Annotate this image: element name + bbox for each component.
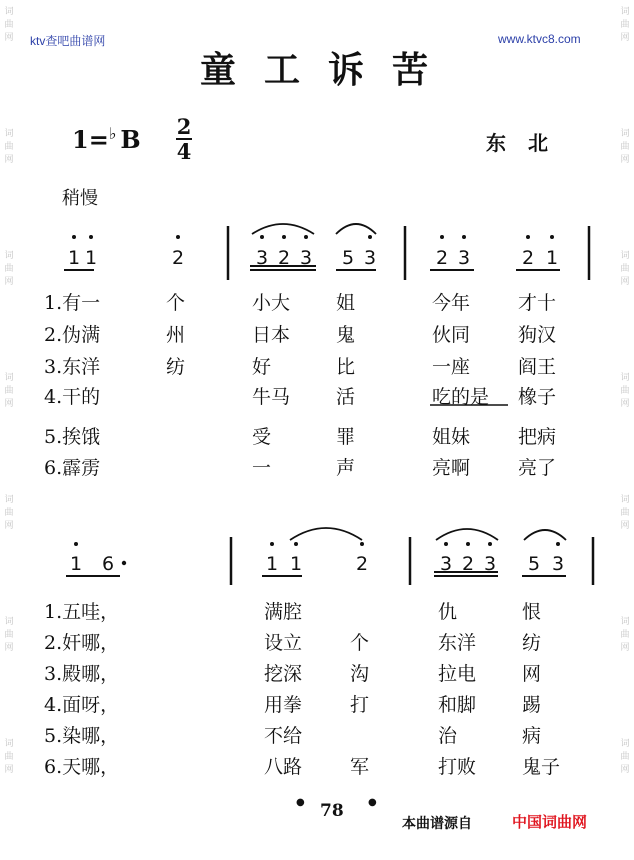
side-watermark-char: 词 [4,7,14,17]
octave-dot [368,235,372,239]
note: 2 [171,247,185,269]
lyric-cell: 打败 [438,756,477,778]
lyric-cell: 才十 [518,292,557,314]
tempo-marking: 稍慢 [62,188,98,209]
side-watermark-char: 曲 [4,264,14,274]
lyric-cell: 声 [336,457,356,479]
octave-dot [72,235,76,239]
lyric-cell: 橡子 [518,386,557,408]
side-watermark-char: 曲 [620,386,630,396]
octave-dot [74,542,78,546]
lyric-cell: 3.殿哪， [44,663,120,685]
lyric-cell: 1.五哇， [44,601,120,623]
note: 3 [457,247,471,269]
lyric-cell: 治 [438,725,458,747]
octave-dot [440,235,444,239]
side-watermark-char: 网 [4,155,14,165]
side-watermark-char: 曲 [4,508,14,518]
octave-dot [260,235,264,239]
note: 3 [299,247,313,269]
note: 2 [277,247,291,269]
time-signature-bottom: 4 [176,139,192,164]
time-signature-top: 2 [176,114,192,139]
slur [336,224,376,234]
lyric-cell: 牛马 [252,386,291,408]
side-watermark-char: 网 [620,521,630,531]
lyric-cell: 和脚 [438,694,477,716]
lyric-cell: 拉电 [438,663,477,685]
brand-link[interactable]: 中国词曲网 [512,813,588,831]
lyric-cell: 今年 [432,292,471,314]
note: 6 [101,553,115,575]
footer-dot-right: ● [368,797,377,808]
side-watermark-char: 曲 [4,20,14,30]
lyric-cell: 2.伪满 [44,324,101,346]
lyric-cell: 个 [350,632,370,654]
side-watermark-char: 网 [620,155,630,165]
lyric-cell: 小大 [252,292,291,314]
lyric-cell: 军 [350,756,370,778]
side-watermark-char: 网 [620,33,630,43]
note: 2 [355,553,369,575]
lyric-cell: 一 [252,457,272,479]
lyric-cell: 活 [336,386,356,408]
song-title: 童工诉苦 [200,49,457,91]
note: 3 [363,247,377,269]
side-watermark-char: 词 [4,251,14,261]
flat-icon: ♭ [108,124,117,143]
lyric-cell: 姐 [336,292,356,314]
site-name-left[interactable]: ktv查吧曲谱网 [30,34,106,48]
lyric-cell: 姐妹 [432,426,471,448]
lyric-cell: 罪 [336,426,356,448]
lyric-cell: 阎王 [518,356,557,378]
side-watermark-char: 曲 [620,264,630,274]
note: 3 [551,553,565,575]
octave-dot [466,542,470,546]
side-watermark-char: 词 [4,373,14,383]
side-watermark-char: 曲 [620,630,630,640]
octave-dot [556,542,560,546]
side-watermark-char: 曲 [620,752,630,762]
side-watermark-char: 曲 [620,508,630,518]
side-watermark-char: 词 [620,495,630,505]
lyric-cell: 满腔 [264,601,303,623]
lyric-cell: 2.奸哪， [44,632,120,654]
side-watermark-char: 曲 [620,20,630,30]
side-watermark-char: 词 [4,495,14,505]
lyric-cell: 病 [522,725,542,747]
note: 5 [527,553,541,575]
octave-dot [176,235,180,239]
lyric-cell: 一座 [432,356,471,378]
note: 1 [265,553,279,575]
note: 1 [289,553,303,575]
note: 1 [545,247,559,269]
lyric-cell: 设立 [264,632,303,654]
note: 2 [521,247,535,269]
lyric-cell: 亮啊 [432,457,471,479]
lyric-cell: 八路 [264,756,303,778]
note: 2 [435,247,449,269]
side-watermark-char: 曲 [4,630,14,640]
source-label: 本曲谱源自 [402,816,472,832]
site-url-right[interactable]: www.ktvc8.com [498,32,581,46]
side-watermark-char: 网 [4,521,14,531]
octave-dot [270,542,274,546]
note: 2 [461,553,475,575]
lyric-cell: 州 [166,324,186,346]
region-label: 东北 [486,131,570,155]
octave-dot [462,235,466,239]
lyric-cell: 5.挨饿 [44,426,101,448]
octave-dot [526,235,530,239]
slur [524,530,566,540]
note: 3 [255,247,269,269]
lyric-cell: 鬼子 [522,756,561,778]
slur [436,529,498,540]
lyric-cell: 比 [336,356,356,378]
lyric-cell: 把病 [518,426,557,448]
note: 1 [69,553,83,575]
lyric-cell: 狗汉 [518,324,557,346]
lyric-cell: 日本 [252,324,291,346]
lyric-cell: 恨 [522,601,542,623]
octave-dot [488,542,492,546]
side-watermark-char: 词 [620,251,630,261]
lyric-cell: 吃的是 [432,386,490,408]
octave-dot [550,235,554,239]
side-watermark-char: 网 [620,277,630,287]
lyric-cell: 6.天哪， [44,756,120,778]
lyric-cell: 纺 [166,356,186,378]
octave-dot [89,235,93,239]
lyric-cell: 3.东洋 [44,356,101,378]
augmentation-dot [122,561,126,565]
lyric-cell: 用拳 [264,694,303,716]
side-watermark-char: 网 [4,277,14,287]
lyric-cell: 踢 [522,694,542,716]
lyric-cell: 4.干的 [44,386,101,408]
lyric-cell: 6.霹雳 [44,457,101,479]
side-watermark-char: 词 [620,739,630,749]
lyric-cell: 4.面呀， [44,694,120,716]
side-watermark-char: 网 [620,643,630,653]
side-watermark-char: 网 [620,765,630,775]
lyric-cell: 沟 [350,663,370,685]
lyric-cell: 个 [166,292,186,314]
lyric-cell: 好 [252,356,272,378]
lyric-cell: 受 [252,426,272,448]
octave-dot [304,235,308,239]
side-watermark-char: 词 [620,617,630,627]
side-watermark-char: 词 [620,373,630,383]
side-watermark-char: 词 [620,129,630,139]
octave-dot [294,542,298,546]
lyric-cell: 打 [350,694,370,716]
side-watermark-char: 词 [4,617,14,627]
note: 3 [439,553,453,575]
octave-dot [444,542,448,546]
side-watermark-char: 曲 [4,752,14,762]
side-watermark-char: 网 [4,399,14,409]
lyric-cell: 鬼 [336,324,356,346]
side-watermark-char: 网 [4,765,14,775]
lyric-cell: 5.染哪， [44,725,120,747]
key-prefix: 1= [72,125,109,154]
lyric-cell: 亮了 [518,457,557,479]
page-number: 78 [320,801,344,821]
side-watermark-char: 网 [4,33,14,43]
side-watermark-char: 曲 [4,386,14,396]
side-watermark-char: 曲 [620,142,630,152]
note: 3 [483,553,497,575]
side-watermark-char: 词 [4,129,14,139]
lyric-cell: 仇 [438,601,458,623]
note: 1 [84,247,98,269]
lyric-cell: 纺 [522,632,542,654]
octave-dot [282,235,286,239]
side-watermark-char: 词 [4,739,14,749]
lyric-cell: 伙同 [432,324,471,346]
lyric-cell: 1.有一 [44,292,101,314]
lyric-cell: 不给 [264,725,303,747]
side-watermark-char: 网 [620,399,630,409]
side-watermark-char: 词 [620,7,630,17]
lyric-cell: 东洋 [438,632,477,654]
side-watermark-char: 网 [4,643,14,653]
slur [252,224,314,234]
note: 1 [67,247,81,269]
lyric-cell: 网 [522,663,542,685]
lyric-cell: 挖深 [264,663,303,685]
footer-dot-left: ● [296,797,305,808]
slur [290,528,362,540]
key-note: B [120,125,141,154]
octave-dot [360,542,364,546]
note: 5 [341,247,355,269]
side-watermark-char: 曲 [4,142,14,152]
